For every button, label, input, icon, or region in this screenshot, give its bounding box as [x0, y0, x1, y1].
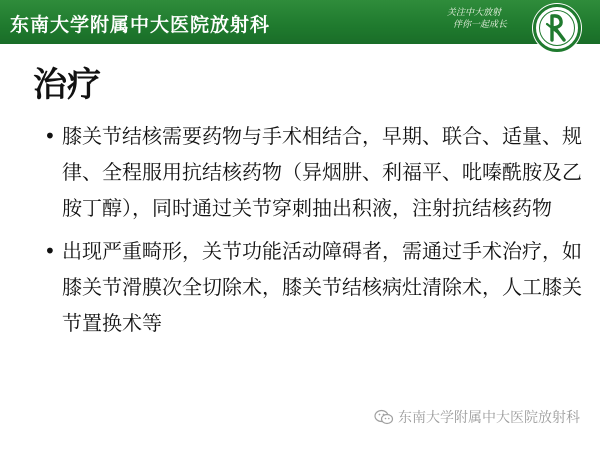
header-slogan [447, 7, 507, 31]
bullet-marker: • [44, 239, 56, 263]
bullet-list [44, 118, 584, 348]
slide-title: 治疗 [33, 65, 101, 105]
wechat-icon [374, 409, 394, 425]
slogan-line-1: 关注中大放射 [447, 8, 502, 18]
bullet-item [44, 118, 584, 226]
watermark-text: 东南大学附属中大医院放射科 [398, 410, 580, 426]
watermark [374, 407, 580, 427]
bullet-item [44, 233, 584, 341]
hospital-logo-icon [531, 2, 583, 54]
bullet-marker: • [44, 124, 56, 148]
slogan-line-2: 伴你一起成长 [453, 20, 508, 30]
bullet-text: 膝关节结核需要药物与手术相结合，早期、联合、适量、规律、全程服用抗结核药物（异烟肼、利福平、吡嗪酰胺及乙胺丁醇），同时通过关节穿刺抽出积液，注射抗结核药物 [62, 124, 582, 220]
header-title: 东南大学附属中大医院放射科 [10, 14, 271, 36]
bullet-text: 出现严重畸形，关节功能活动障碍者，需通过手术治疗，如膝关节滑膜次全切除术，膝关节结核病灶清除术，人工膝关节置换术等 [62, 239, 582, 335]
header-bar [0, 0, 600, 44]
